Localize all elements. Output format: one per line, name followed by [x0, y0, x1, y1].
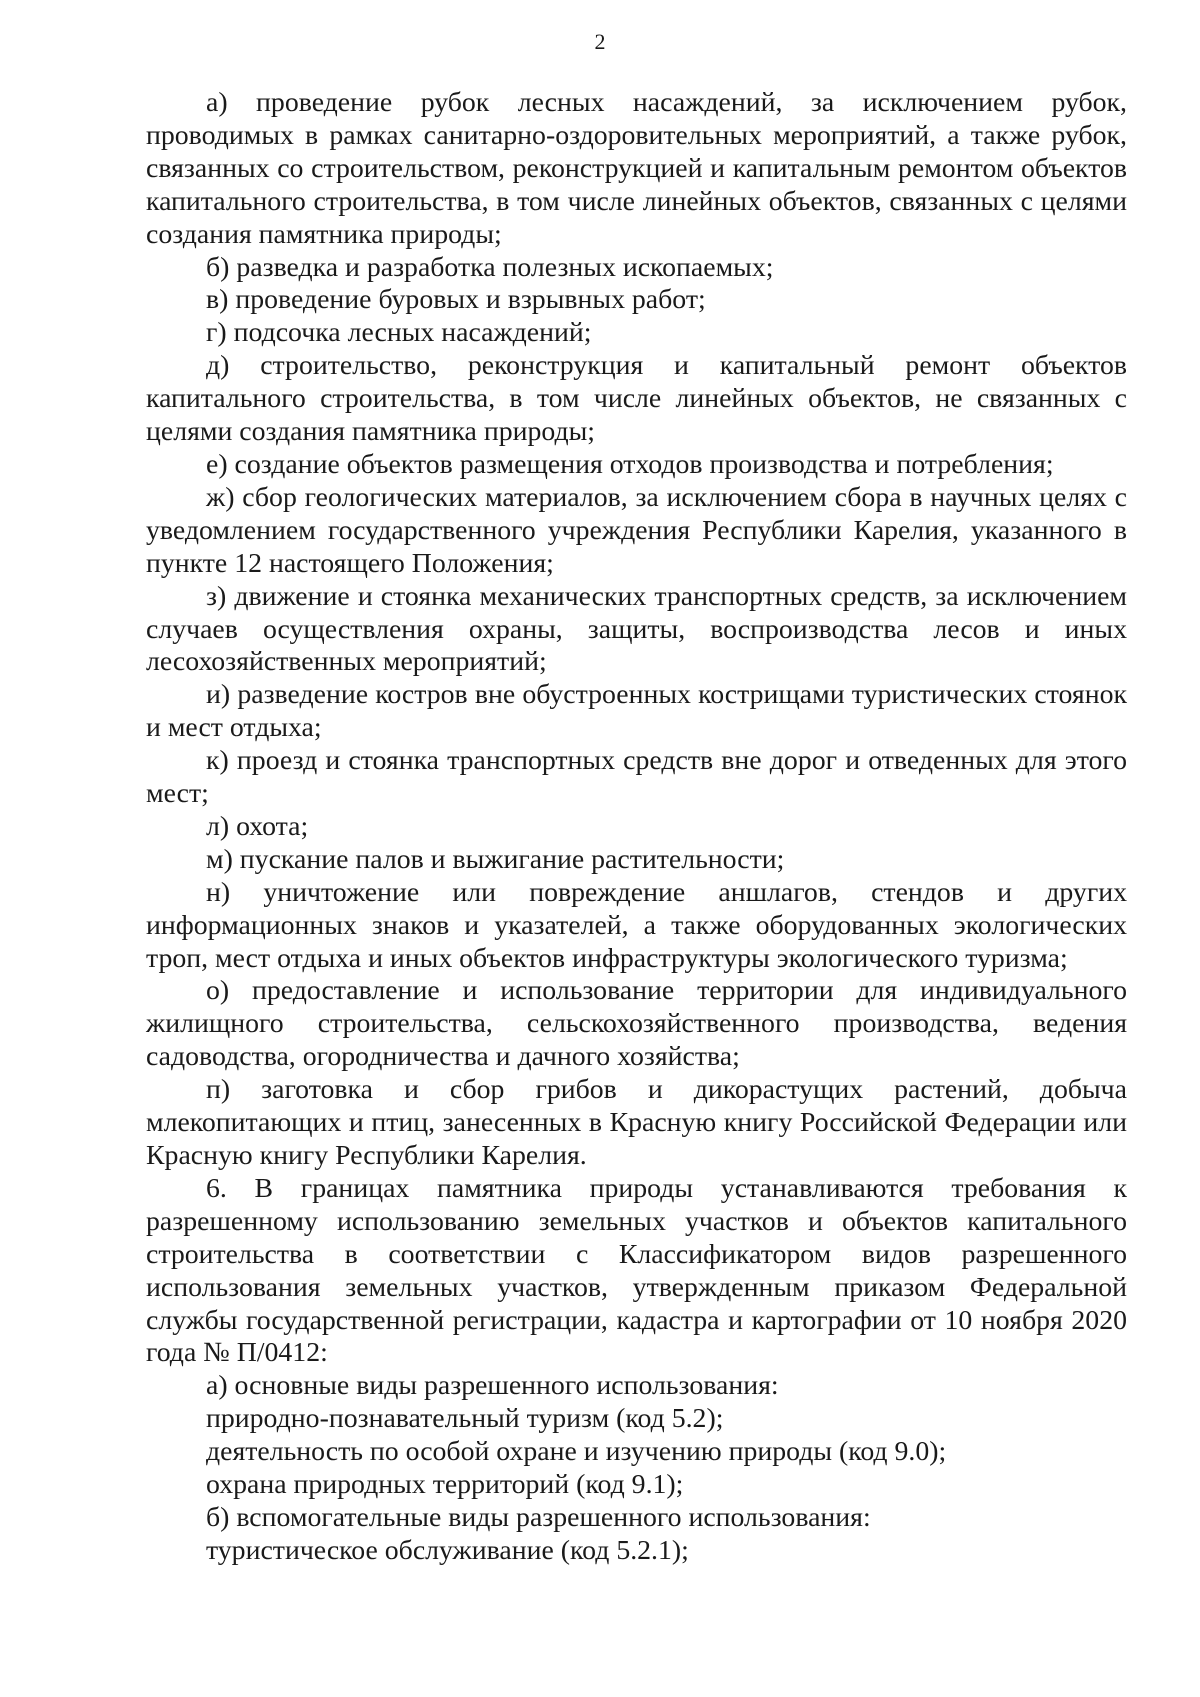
paragraph-item-i: и) разведение костров вне обустроенных кострищами туристических стоянок и мест отдыха;	[146, 679, 1127, 744]
paragraph-main-uses-heading: а) основные виды разрешенного использования:	[206, 1370, 779, 1402]
paragraph-item-e: е) создание объектов размещения отходов производства и потребления;	[206, 448, 1054, 480]
paragraph-item-p: п) заготовка и сбор грибов и дикорастущих растений, добыча млекопитающих и птиц, занесенных в Красную книгу Российской Федерации или Красную книгу Республики Карелия.	[146, 1074, 1127, 1171]
paragraph-item-v: в) проведение буровых и взрывных работ;	[206, 284, 706, 316]
paragraph-item-z: з) движение и стоянка механических транспортных средств, за исключением случаев осуществления охраны, защиты, воспроизводства лесов и иных лесохозяйственных мероприятий;	[146, 580, 1127, 678]
paragraph-item-a: а) проведение рубок лесных насаждений, за исключением рубок, проводимых в рамках санитарно-оздоровительных мероприятий, а также рубок, связанных со строительством, реконструкцией и капитальным ремонтом объектов капитального строительства, в том числе линейных объектов, связанных с целями создания памятника природы;	[146, 87, 1127, 250]
paragraph-item-o: о) предоставление и использование территории для индивидуального жилищного строительства, сельскохозяйственного производства, ведения садоводства, огородничества и дачного хозяйства;	[146, 975, 1127, 1073]
paragraph-item-l: л) охота;	[206, 810, 309, 842]
paragraph-item-b: б) разведка и разработка полезных ископаемых;	[206, 251, 774, 283]
paragraph-item-n: н) уничтожение или повреждение аншлагов, стендов и других информационных знаков и указателей, а также оборудованных экологических троп, мест отдыха и иных объектов инфраструктуры экологического туризма;	[146, 876, 1127, 974]
document-body	[146, 87, 1127, 1568]
paragraph-use-tourist-service: туристическое обслуживание (код 5.2.1);	[206, 1534, 689, 1566]
paragraph-item-k: к) проезд и стоянка транспортных средств вне дорог и отведенных для этого мест;	[146, 745, 1127, 810]
paragraph-auxiliary-uses-heading: б) вспомогательные виды разрешенного использования:	[206, 1501, 871, 1533]
paragraph-item-zh: ж) сбор геологических материалов, за исключением сбора в научных целях с уведомлением государственного учреждения Республики Карелия, указанного в пункте 12 настоящего Положения;	[146, 481, 1127, 579]
paragraph-item-g: г) подсочка лесных насаждений;	[206, 317, 592, 349]
paragraph-item-m: м) пускание палов и выжигание растительности;	[206, 843, 785, 875]
page-number: 2	[594, 29, 606, 54]
paragraph-use-tourism: природно-познавательный туризм (код 5.2);	[206, 1403, 724, 1435]
paragraph-use-territory-protection: охрана природных территорий (код 9.1);	[206, 1469, 684, 1501]
paragraph-section-6: 6. В границах памятника природы устанавливаются требования к разрешенному использованию земельных участков и объектов капитального строительства в соответствии с Классификатором видов разрешенного использования земельных участков, утвержденным приказом Федеральной службы государственной регистрации, кадастра и картографии от 10 ноября 2020 года № П/0412:	[146, 1172, 1127, 1369]
paragraph-item-d: д) строительство, реконструкция и капитальный ремонт объектов капитального строительства, в том числе линейных объектов, не связанных с целями создания памятника природы;	[146, 350, 1127, 448]
paragraph-use-nature-protection: деятельность по особой охране и изучению природы (код 9.0);	[206, 1436, 947, 1468]
